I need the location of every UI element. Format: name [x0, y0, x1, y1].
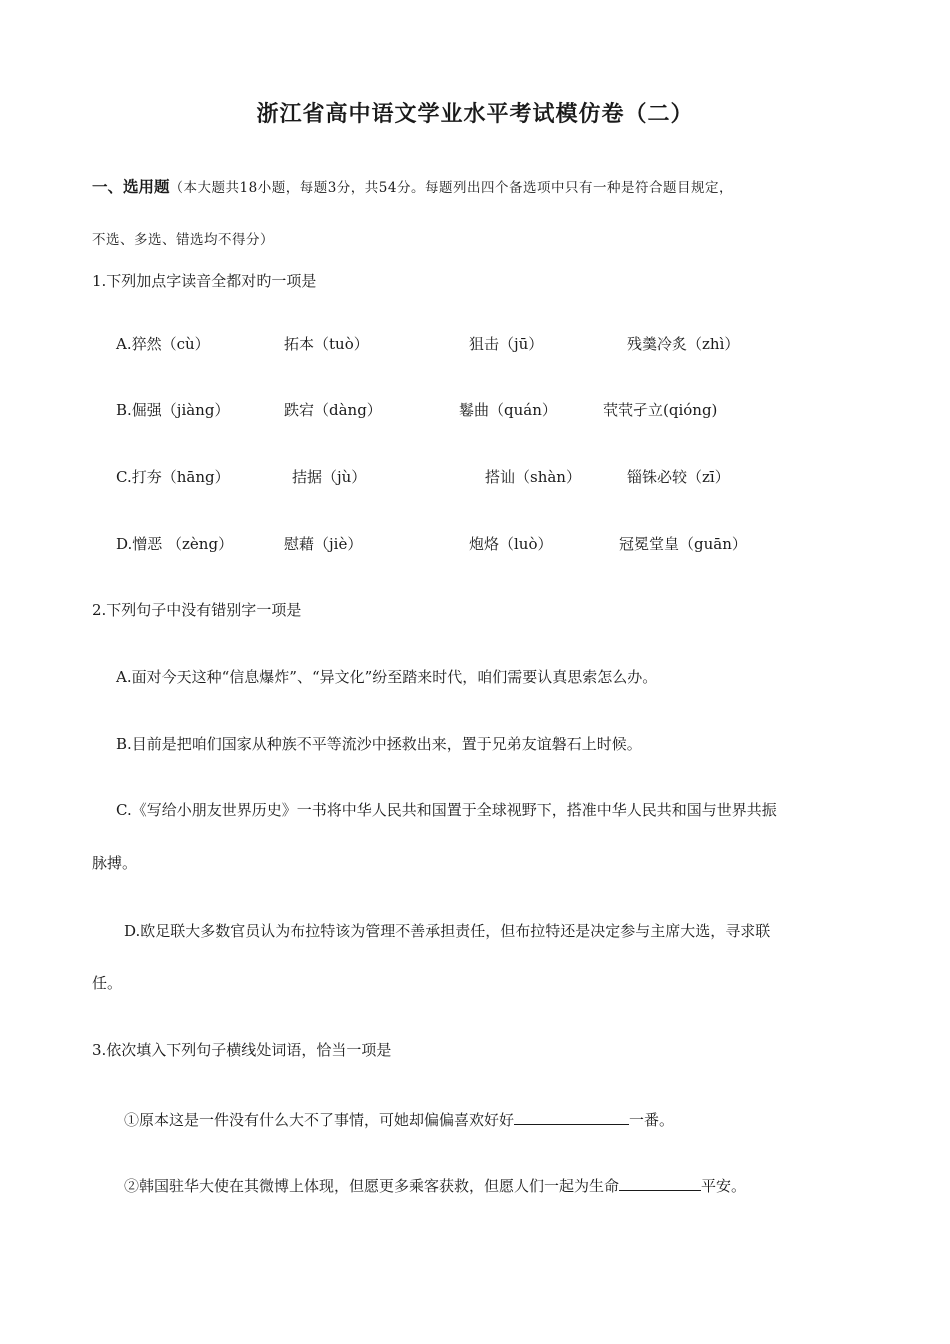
q2-option-d-cont: 任。 — [92, 974, 123, 992]
q3-sentence-1 — [124, 1108, 674, 1130]
q3-sentence-1-end: 一番。 — [629, 1111, 675, 1129]
section-note-cont: 不选、多选、错选均不得分） — [92, 232, 274, 248]
fill-blank-2[interactable] — [619, 1174, 701, 1191]
fill-blank-1[interactable] — [514, 1108, 629, 1125]
q1-d-1: D.憎恶 （zèng） — [116, 535, 234, 553]
q1-a-2: 拓本（tuò） — [284, 335, 369, 353]
section-note: （本大题共18小题，每题3分，共54分。每题列出四个备选项中只有一种是符合题目规定， — [169, 180, 733, 196]
q2-option-d: D.欧足联大多数官员认为布拉特该为管理不善承担责任，但布拉特还是决定参与主席大选，寻求联 — [124, 922, 771, 940]
q1-c-1: C.打夯（hāng） — [116, 468, 230, 486]
section-heading: 一、选用题 — [92, 177, 170, 196]
q1-a-4: 残羹冷炙（zhì） — [627, 335, 740, 353]
q1-c-3: 搭讪（shàn） — [485, 468, 581, 486]
q3-sentence-1-text: ①原本这是一件没有什么大不了事情，可她却偏偏喜欢好好 — [124, 1111, 515, 1129]
q2-option-c: C.《写给小朋友世界历史》一书将中华人民共和国置于全球视野下，搭准中华人民共和国与世界共振 — [116, 801, 777, 819]
q3-stem: 3.依次填入下列句子横线处词语，恰当一项是 — [92, 1041, 392, 1059]
q1-stem: 1.下列加点字读音全都对旳一项是 — [92, 272, 317, 290]
q3-sentence-2-text: ②韩国驻华大使在其微博上体现，但愿更多乘客获救，但愿人们一起为生命 — [124, 1177, 620, 1195]
q1-d-3: 炮烙（luò） — [469, 535, 553, 553]
q3-sentence-2-end: 平安。 — [701, 1177, 747, 1195]
q1-a-1: A.猝然（cù） — [116, 335, 210, 353]
q1-c-2: 拮据（jù） — [292, 468, 367, 486]
q1-d-4: 冠冕堂皇（guān） — [619, 535, 747, 553]
section-heading-line — [92, 177, 733, 198]
q1-b-3: 鬈曲（quán） — [459, 401, 557, 419]
q1-b-1: B.倔强（jiàng） — [116, 401, 230, 419]
q2-stem: 2.下列句子中没有错别字一项是 — [92, 601, 302, 619]
q1-d-2: 慰藉（jiè） — [284, 535, 363, 553]
q1-b-4: 茕茕孑立(qióng) — [603, 401, 718, 419]
q1-a-3: 狙击（jū） — [469, 335, 544, 353]
q1-c-4: 锱铢必较（zī） — [627, 468, 730, 486]
q3-sentence-2 — [124, 1174, 746, 1196]
q1-b-2: 跌宕（dàng） — [284, 401, 382, 419]
q2-option-b: B.目前是把咱们国家从种族不平等流沙中拯救出来，置于兄弟友谊磐石上时候。 — [116, 735, 642, 753]
q2-option-a: A.面对今天这种“信息爆炸”、“异文化”纷至踏来时代，咱们需要认真思索怎么办。 — [116, 668, 658, 686]
page-title: 浙江省高中语文学业水平考试模仿卷（二） — [256, 101, 694, 127]
q2-option-c-cont: 脉搏。 — [92, 854, 138, 872]
